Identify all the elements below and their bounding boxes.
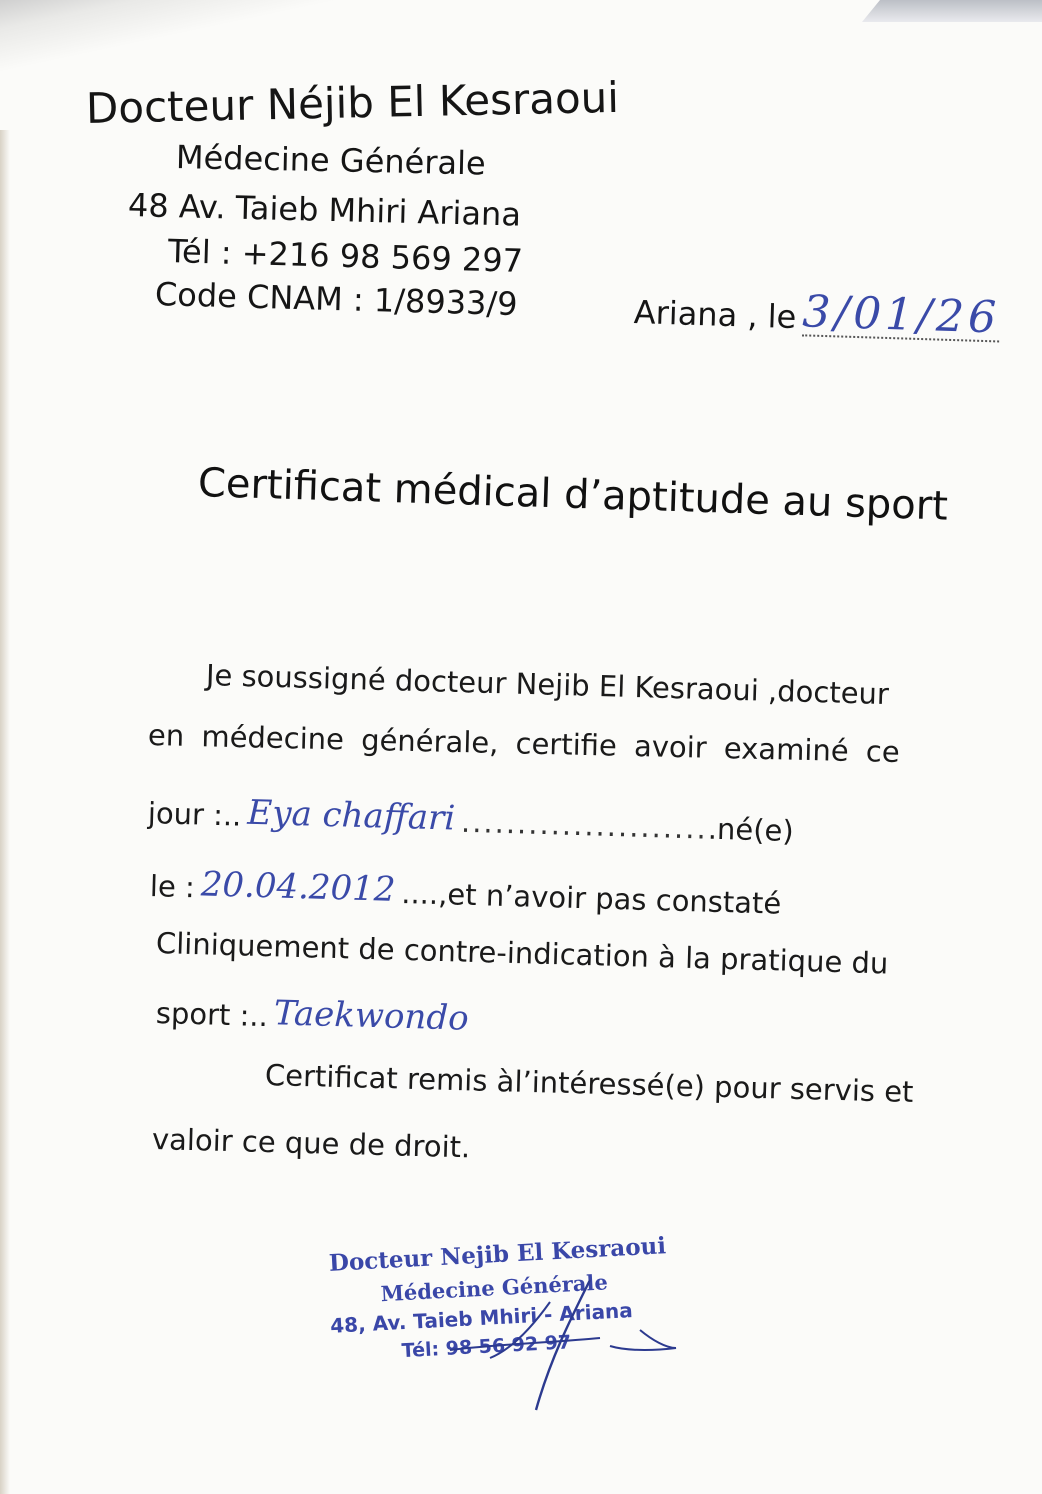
doctor-phone: Tél : +216 98 569 297 [167,232,524,280]
place-label: Ariana , le [633,293,797,337]
birthdate-label: le : [149,869,196,905]
doctor-address: 48 Av. Taieb Mhiri Ariana [127,186,522,234]
body-line-1: Je soussigné docteur Nejib El Kesraoui ,docteur [205,658,890,712]
issue-date: 3/01/26 [801,286,1001,344]
birthdate-line [149,863,781,921]
exam-day-line [147,790,794,848]
cnam-code: Code CNAM : 1/8933/9 [154,275,519,324]
body-line-5: Cliniquement de contre-indication à la pratique du [155,926,889,981]
patient-name-field: Eya chaffari [246,792,456,839]
sport-label: sport :.. [155,996,269,1034]
sport-line [155,990,475,1039]
stamp-name: Docteur Nejib El Kesraoui [328,1232,667,1277]
sport-field: Taekwondo [273,993,470,1039]
paper-corner [862,0,1042,22]
doctor-name: Docteur Néjib El Kesraoui [85,72,620,133]
paper-edge [0,130,10,1494]
document-title: Certificat médical d’aptitude au sport [197,460,949,530]
exam-day-label: jour :.. [147,796,242,833]
birthdate-field: 20.04.2012 [200,864,397,910]
place-date [633,285,1000,342]
doctor-specialty: Médecine Générale [175,138,487,183]
stamp-specialty: Médecine Générale [380,1269,609,1307]
dotted-leader: ...................... [460,804,709,846]
birthdate-line-text: ....,et n’avoir pas constaté [400,876,782,921]
closing-line-1: Certificat remis àl’intéressé(e) pour servis et [264,1058,914,1109]
closing-line-2: valoir ce que de droit. [151,1122,471,1165]
born-label: .né(e) [707,811,795,849]
stamp-tel: Tél: 98 56 92 97 [401,1331,572,1363]
doctor-stamp [326,1225,693,1384]
body-line-2: en médecine générale, certifie avoir examiné ce [147,718,901,770]
stamp-address: 48, Av. Taieb Mhiri - Ariana [329,1298,634,1338]
